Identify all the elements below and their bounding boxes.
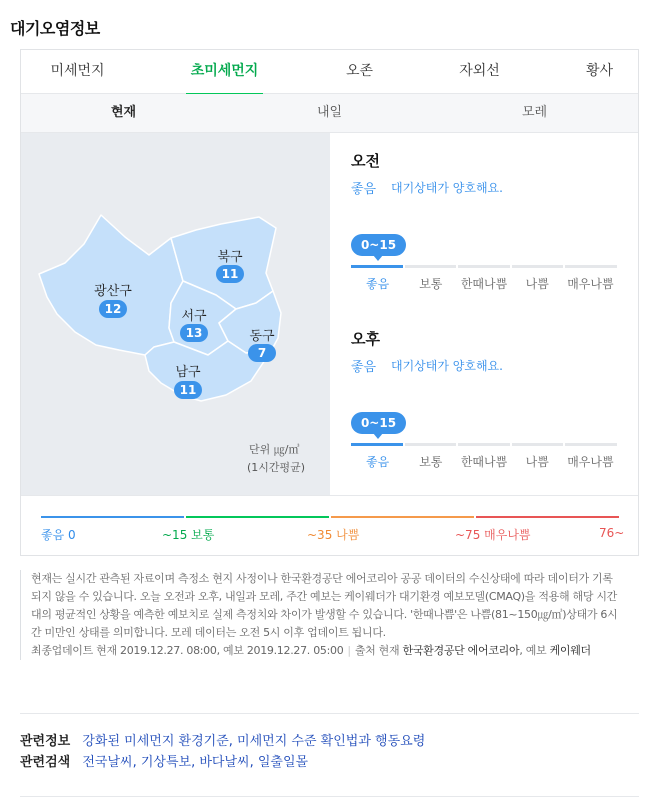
forecast-period-title: 오전 [351, 152, 380, 170]
grade-label: 보통 [419, 455, 443, 469]
scale-segment [458, 443, 510, 446]
related-search-sunrise[interactable]: 일출일몰 [257, 755, 309, 770]
legend-bar-very-bad [476, 516, 619, 518]
related-info [20, 730, 425, 749]
tab-now[interactable]: 현재 [110, 105, 137, 120]
grade-label: 나쁨 [525, 277, 549, 291]
tab-yellow-dust[interactable]: 황사 [585, 63, 614, 79]
scale-segment [351, 265, 403, 268]
forecast-grade-scale [351, 443, 617, 446]
forecast-period-title: 오후 [351, 330, 380, 348]
related-search-label: 관련검색 [20, 755, 71, 770]
legend-label-very-bad: ~75 매우나쁨 [455, 528, 531, 542]
tab-uv[interactable]: 자외선 [459, 63, 500, 79]
unit-label: 단위 ㎍/㎥ [249, 443, 300, 456]
grade-label: 나쁨 [525, 455, 549, 469]
forecast-grade-labels [351, 275, 617, 292]
grade-label: 좋음 [366, 277, 390, 291]
related-search-weather[interactable]: 전국날씨 [82, 755, 133, 770]
divider [20, 713, 639, 714]
tab-ozone[interactable]: 오존 [345, 63, 374, 79]
legend-label-bad: ~35 나쁨 [307, 528, 360, 542]
related-search [20, 751, 308, 770]
tab-pm25[interactable]: 초미세먼지 [186, 50, 263, 94]
scale-segment [512, 443, 564, 446]
legend-label-normal: ~15 보통 [162, 528, 215, 542]
district-name-dong: 동구 [249, 329, 275, 344]
district-value-gwangsan[interactable]: 12 [99, 300, 127, 318]
source-fc-label: , 예보 [519, 644, 547, 657]
notice-update-line [31, 642, 620, 660]
separator: | [347, 644, 351, 657]
district-name-buk: 북구 [217, 250, 243, 265]
unit-note: (1시간평균) [247, 461, 306, 474]
related-search-alert[interactable]: 기상특보 [140, 755, 192, 770]
data-notice [20, 570, 620, 660]
district-name-nam: 남구 [175, 365, 201, 380]
related-info-label: 관련정보 [20, 734, 71, 749]
tab-day-after[interactable]: 모레 [521, 105, 548, 120]
grade-legend [21, 495, 638, 555]
grade-label: 매우나쁨 [567, 455, 614, 469]
legend-bar-normal [186, 516, 329, 518]
tab-tomorrow[interactable]: 내일 [316, 105, 343, 120]
scale-segment [351, 443, 403, 446]
section-title: 대기오염정보 [10, 19, 100, 38]
forecast-grade: 좋음 [351, 182, 377, 197]
forecast-range-badge: 0~15 [351, 412, 406, 434]
comma: , [132, 755, 141, 770]
comma: , [228, 734, 238, 749]
district-name-seo: 서구 [181, 309, 207, 324]
district-value-seo[interactable]: 13 [180, 324, 208, 342]
legend-bar-good [41, 516, 184, 518]
scale-segment [512, 265, 564, 268]
grade-label: 좋음 [366, 455, 390, 469]
scale-segment [565, 265, 617, 268]
legend-label-good-start: 좋음 0 [41, 528, 76, 542]
related-search-sea[interactable]: 바다날씨 [199, 755, 250, 770]
scale-segment [405, 443, 457, 446]
district-map [21, 133, 330, 495]
scale-segment [458, 265, 510, 268]
district-value-dong[interactable]: 7 [248, 344, 276, 362]
update-time: 최종업데이트 현재 2019.12.27. 08:00, 예보 2019.12.27. 05:00 [31, 644, 344, 657]
forecast-desc: 대기상태가 양호해요. [391, 181, 503, 195]
district-value-buk[interactable]: 11 [216, 265, 244, 283]
grade-label: 보통 [419, 277, 443, 291]
tab-pm10[interactable]: 미세먼지 [50, 63, 105, 79]
district-value-nam[interactable]: 11 [174, 381, 202, 399]
scale-segment [565, 443, 617, 446]
legend-label-max: 76~ [599, 526, 625, 540]
notice-text: 현재는 실시간 관측된 자료이며 측정소 현지 사정이나 한국환경공단 에어코리아 공공 데이터의 수신상태에 따라 데이터가 기록되지 않을 수 있습니다. 오늘 오전과 오후, 내일과 모레, 주간 예보는 케이웨더가 대기환경 예보모델(CMAQ)을 적용해 해당 시간대의 평균적인 상황을 예측한 예보치로 실제 측정치와 차이가 발생할 수 있습니다. '한때나쁨'은 나쁨(81~150㎍/㎥)상태가 6시간 미만인 상태를 의미합니다. 모레 데이터는 오전 5시 이후 업데이트 됩니다. [31, 572, 618, 639]
related-link-guide[interactable]: 미세먼지 수준 확인법과 행동요령 [237, 734, 426, 749]
district-name-gwangsan: 광산구 [94, 284, 132, 299]
forecast-range-badge: 0~15 [351, 234, 406, 256]
grade-label: 한때나쁨 [460, 277, 508, 291]
grade-label: 한때나쁨 [460, 455, 508, 469]
related-link-standard[interactable]: 강화된 미세먼지 환경기준 [82, 734, 229, 749]
grade-label: 매우나쁨 [567, 277, 614, 291]
day-tabs [21, 94, 638, 133]
forecast-desc: 대기상태가 양호해요. [391, 359, 503, 373]
source-link-airkorea[interactable]: 한국환경공단 에어코리아 [402, 644, 520, 657]
forecast-grade: 좋음 [351, 360, 377, 375]
air-quality-panel [20, 49, 639, 556]
comma: , [191, 755, 200, 770]
legend-bar-bad [331, 516, 474, 518]
comma: , [249, 755, 258, 770]
pollutant-tabs [21, 50, 638, 94]
source-label: 출처 현재 [354, 644, 400, 657]
scale-segment [405, 265, 457, 268]
source-link-kweather[interactable]: 케이웨더 [549, 644, 591, 657]
divider [20, 796, 639, 797]
forecast-grade-labels [351, 453, 617, 470]
forecast-grade-scale [351, 265, 617, 268]
